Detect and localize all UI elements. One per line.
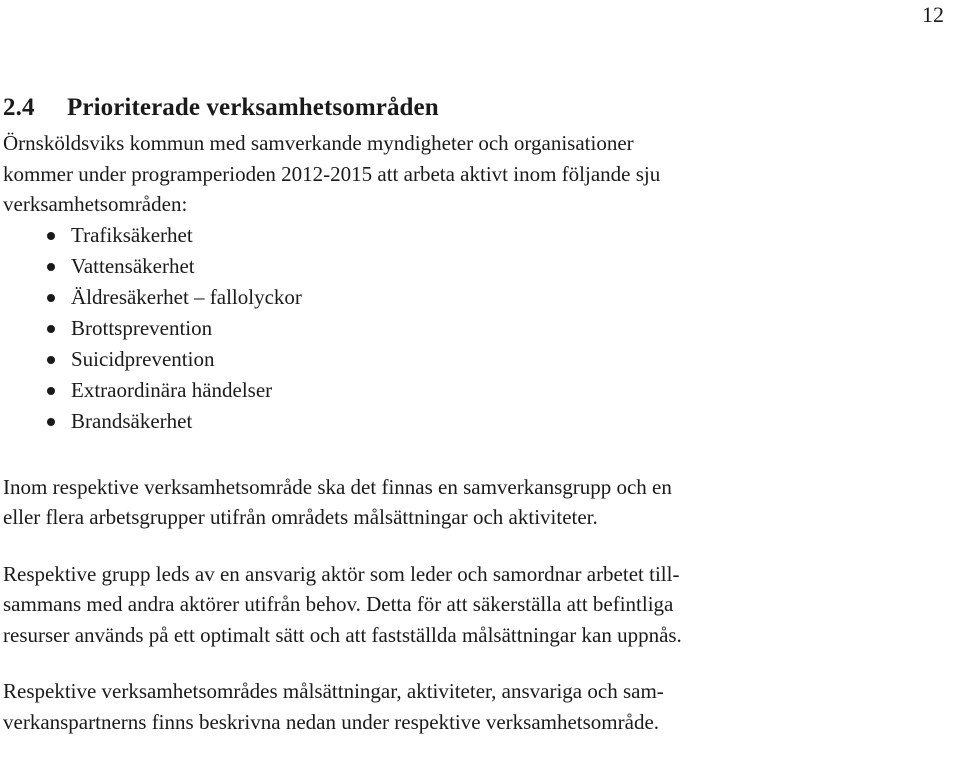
list-item: Extraordinära händelser — [3, 375, 948, 406]
page-number: 12 — [922, 2, 944, 27]
paragraph-description — [3, 676, 948, 737]
spacer — [3, 437, 948, 472]
intro-line: verksamhetsområden: — [3, 192, 188, 216]
list-item: Vattensäkerhet — [3, 251, 948, 282]
spacer — [3, 650, 948, 676]
paragraph-2-line: resurser används på ett optimalt sätt och att fastställda målsättningar kan uppnås. — [3, 622, 682, 647]
paragraph-3-line: Respektive verksamhetsområdes målsättningar, aktiviteter, ansvariga och sam- — [3, 679, 664, 703]
list-item: Äldresäkerhet – fallolyckor — [3, 282, 948, 313]
bullet-icon — [47, 294, 55, 302]
section-heading — [3, 92, 948, 124]
list-item: Suicidprevention — [3, 344, 948, 375]
list-item: Brottsprevention — [3, 313, 948, 344]
list-item: Trafiksäkerhet — [3, 220, 948, 251]
bullet-icon — [47, 356, 55, 364]
paragraph-2-line: Respektive grupp leds av en ansvarig aktör som leder och samordnar arbetet till- — [3, 561, 680, 586]
paragraph-groups — [3, 472, 948, 533]
paragraph-3-line: verkanspartnerns finns beskrivna nedan under respektive verksamhetsområde. — [3, 709, 660, 734]
paragraph-1-line: eller flera arbetsgrupper utifrån områdets målsättningar och aktiviteter. — [3, 505, 598, 529]
paragraph-1-line: Inom respektive verksamhetsområde ska det finnas en samverkansgrupp och en — [3, 474, 672, 499]
spacer — [3, 533, 948, 559]
bullet-icon — [47, 325, 55, 333]
bullet-icon — [47, 263, 55, 271]
intro-line: kommer under programperioden 2012-2015 att arbeta aktivt inom följande sju — [3, 161, 661, 186]
areas-list — [3, 220, 948, 437]
bullet-icon — [47, 387, 55, 395]
paragraph-2-line: sammans med andra aktörer utifrån behov. Detta för att säkerställa att befintliga — [3, 592, 674, 616]
intro-line: Örnsköldsviks kommun med samverkande myndigheter och organisationer — [3, 131, 634, 155]
intro-paragraph — [3, 128, 948, 220]
bullet-icon — [47, 232, 55, 240]
paragraph-responsibility — [3, 559, 948, 651]
section-title: Prioriterade verksamhetsområden — [67, 94, 439, 121]
document-body — [3, 92, 948, 737]
bullet-icon — [47, 418, 55, 426]
section-number: 2.4 — [3, 94, 35, 121]
list-item: Brandsäkerhet — [3, 406, 948, 437]
